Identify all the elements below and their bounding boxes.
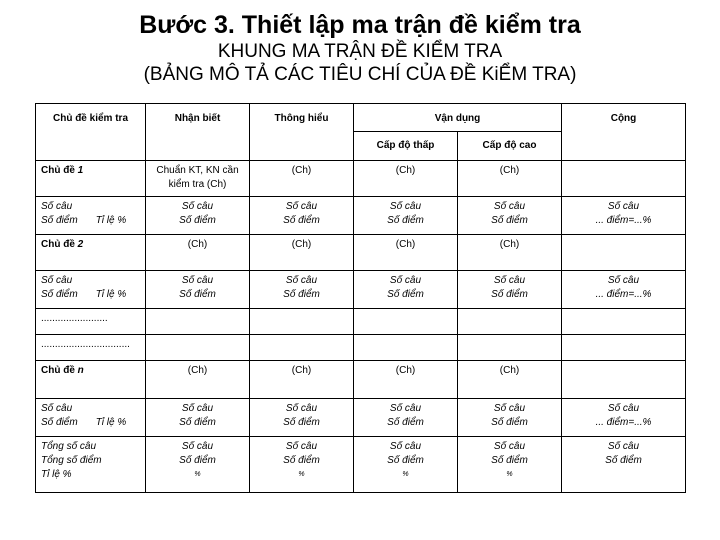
topic-number: n	[77, 365, 84, 376]
cell-high: (Ch)	[458, 361, 562, 399]
stats-label-count: Số câu	[41, 275, 73, 286]
stats-row	[36, 197, 686, 235]
summary-cell: Số câu Số điểm %	[250, 437, 354, 493]
cell-high: (Ch)	[458, 235, 562, 271]
stats-label-cell	[36, 399, 146, 437]
header-total: Cộng	[562, 104, 686, 161]
cell-understand: (Ch)	[250, 161, 354, 197]
topic-cell	[36, 235, 146, 271]
page-subtitle-2: (BẢNG MÔ TẢ CÁC TIÊU CHÍ CỦA ĐỀ KiỂM TRA)	[143, 64, 577, 85]
stats-label-cell	[36, 271, 146, 309]
summary-label-cell	[36, 437, 146, 493]
summary-cell: Số câu Số điểm %	[146, 437, 250, 493]
placeholder-row	[36, 335, 686, 361]
header-row	[36, 104, 686, 132]
topic-label: Chủ đề	[41, 165, 75, 176]
cell-low: (Ch)	[354, 361, 458, 399]
summary-row	[36, 437, 686, 493]
table-row	[36, 235, 686, 271]
table-row	[36, 161, 686, 197]
summary-cell: Số câu Số điểm %	[458, 437, 562, 493]
topic-label: Chủ đề	[41, 365, 75, 376]
stats-row	[36, 271, 686, 309]
cell-high: (Ch)	[458, 161, 562, 197]
topic-cell	[36, 161, 146, 197]
topic-number: 1	[77, 165, 84, 176]
header-apply: Vận dụng	[354, 104, 562, 132]
stats-cell: Số câu Số điểm	[250, 271, 354, 309]
header-understand: Thông hiểu	[250, 104, 354, 161]
stats-cell: Số câu Số điểm	[354, 197, 458, 235]
header-recognize: Nhận biết	[146, 104, 250, 161]
cell-total	[562, 235, 686, 271]
stats-total-cell: Số câu ... điểm=...%	[562, 399, 686, 437]
summary-label-count: Tổng số câu	[41, 441, 97, 452]
placeholder-row	[36, 309, 686, 335]
stats-cell: Số câu Số điểm	[250, 399, 354, 437]
cell-low: (Ch)	[354, 235, 458, 271]
stats-cell: Số câu Số điểm	[354, 399, 458, 437]
stats-total-cell: Số câu ... điểm=...%	[562, 197, 686, 235]
page-subtitle-1: KHUNG MA TRẬN ĐỀ KIỂM TRA	[217, 41, 503, 62]
stats-cell: Số câu Số điểm	[354, 271, 458, 309]
stats-cell: Số câu Số điểm	[250, 197, 354, 235]
title-block	[0, 10, 720, 86]
stats-cell: Số câu Số điểm	[458, 271, 562, 309]
header-topic: Chủ đề kiểm tra	[36, 104, 146, 161]
stats-cell: Số câu Số điểm	[458, 399, 562, 437]
stats-label-ratio: Tỉ lệ %	[95, 289, 127, 300]
topic-number: 2	[77, 239, 84, 250]
cell-total	[562, 161, 686, 197]
cell-recognize: (Ch)	[146, 235, 250, 271]
topic-label: Chủ đề	[41, 239, 75, 250]
cell-recognize: (Ch)	[146, 361, 250, 399]
cell-recognize: Chuẩn KT, KN cần kiểm tra (Ch)	[146, 161, 250, 197]
stats-total-cell: Số câu ... điểm=...%	[562, 271, 686, 309]
header-high-level: Cấp độ cao	[458, 132, 562, 161]
page-title: Bước 3. Thiết lập ma trận đề kiểm tra	[139, 11, 581, 39]
stats-cell: Số câu Số điểm	[146, 197, 250, 235]
stats-label-ratio: Tỉ lệ %	[95, 215, 127, 226]
stats-label-score: Số điểm	[41, 417, 78, 428]
cell-understand: (Ch)	[250, 361, 354, 399]
matrix-table	[35, 103, 686, 493]
summary-total-cell: Số câu Số điểm	[562, 437, 686, 493]
stats-row	[36, 399, 686, 437]
cell-understand: (Ch)	[250, 235, 354, 271]
stats-cell: Số câu Số điểm	[146, 271, 250, 309]
cell-total	[562, 361, 686, 399]
stats-label-score: Số điểm	[41, 215, 78, 226]
placeholder-dots: ................................	[36, 335, 146, 361]
placeholder-dots: ........................	[36, 309, 146, 335]
summary-label-ratio: Tỉ lệ %	[41, 469, 72, 480]
summary-label-score: Tổng số điểm	[41, 455, 102, 466]
summary-cell: Số câu Số điểm %	[354, 437, 458, 493]
stats-label-count: Số câu	[41, 201, 73, 212]
stats-cell: Số câu Số điểm	[458, 197, 562, 235]
stats-label-count: Số câu	[41, 403, 73, 414]
header-low-level: Cấp độ thấp	[354, 132, 458, 161]
stats-label-ratio: Tỉ lệ %	[95, 417, 127, 428]
stats-label-score: Số điểm	[41, 289, 78, 300]
table-row	[36, 361, 686, 399]
stats-label-cell	[36, 197, 146, 235]
topic-cell	[36, 361, 146, 399]
cell-low: (Ch)	[354, 161, 458, 197]
stats-cell: Số câu Số điểm	[146, 399, 250, 437]
